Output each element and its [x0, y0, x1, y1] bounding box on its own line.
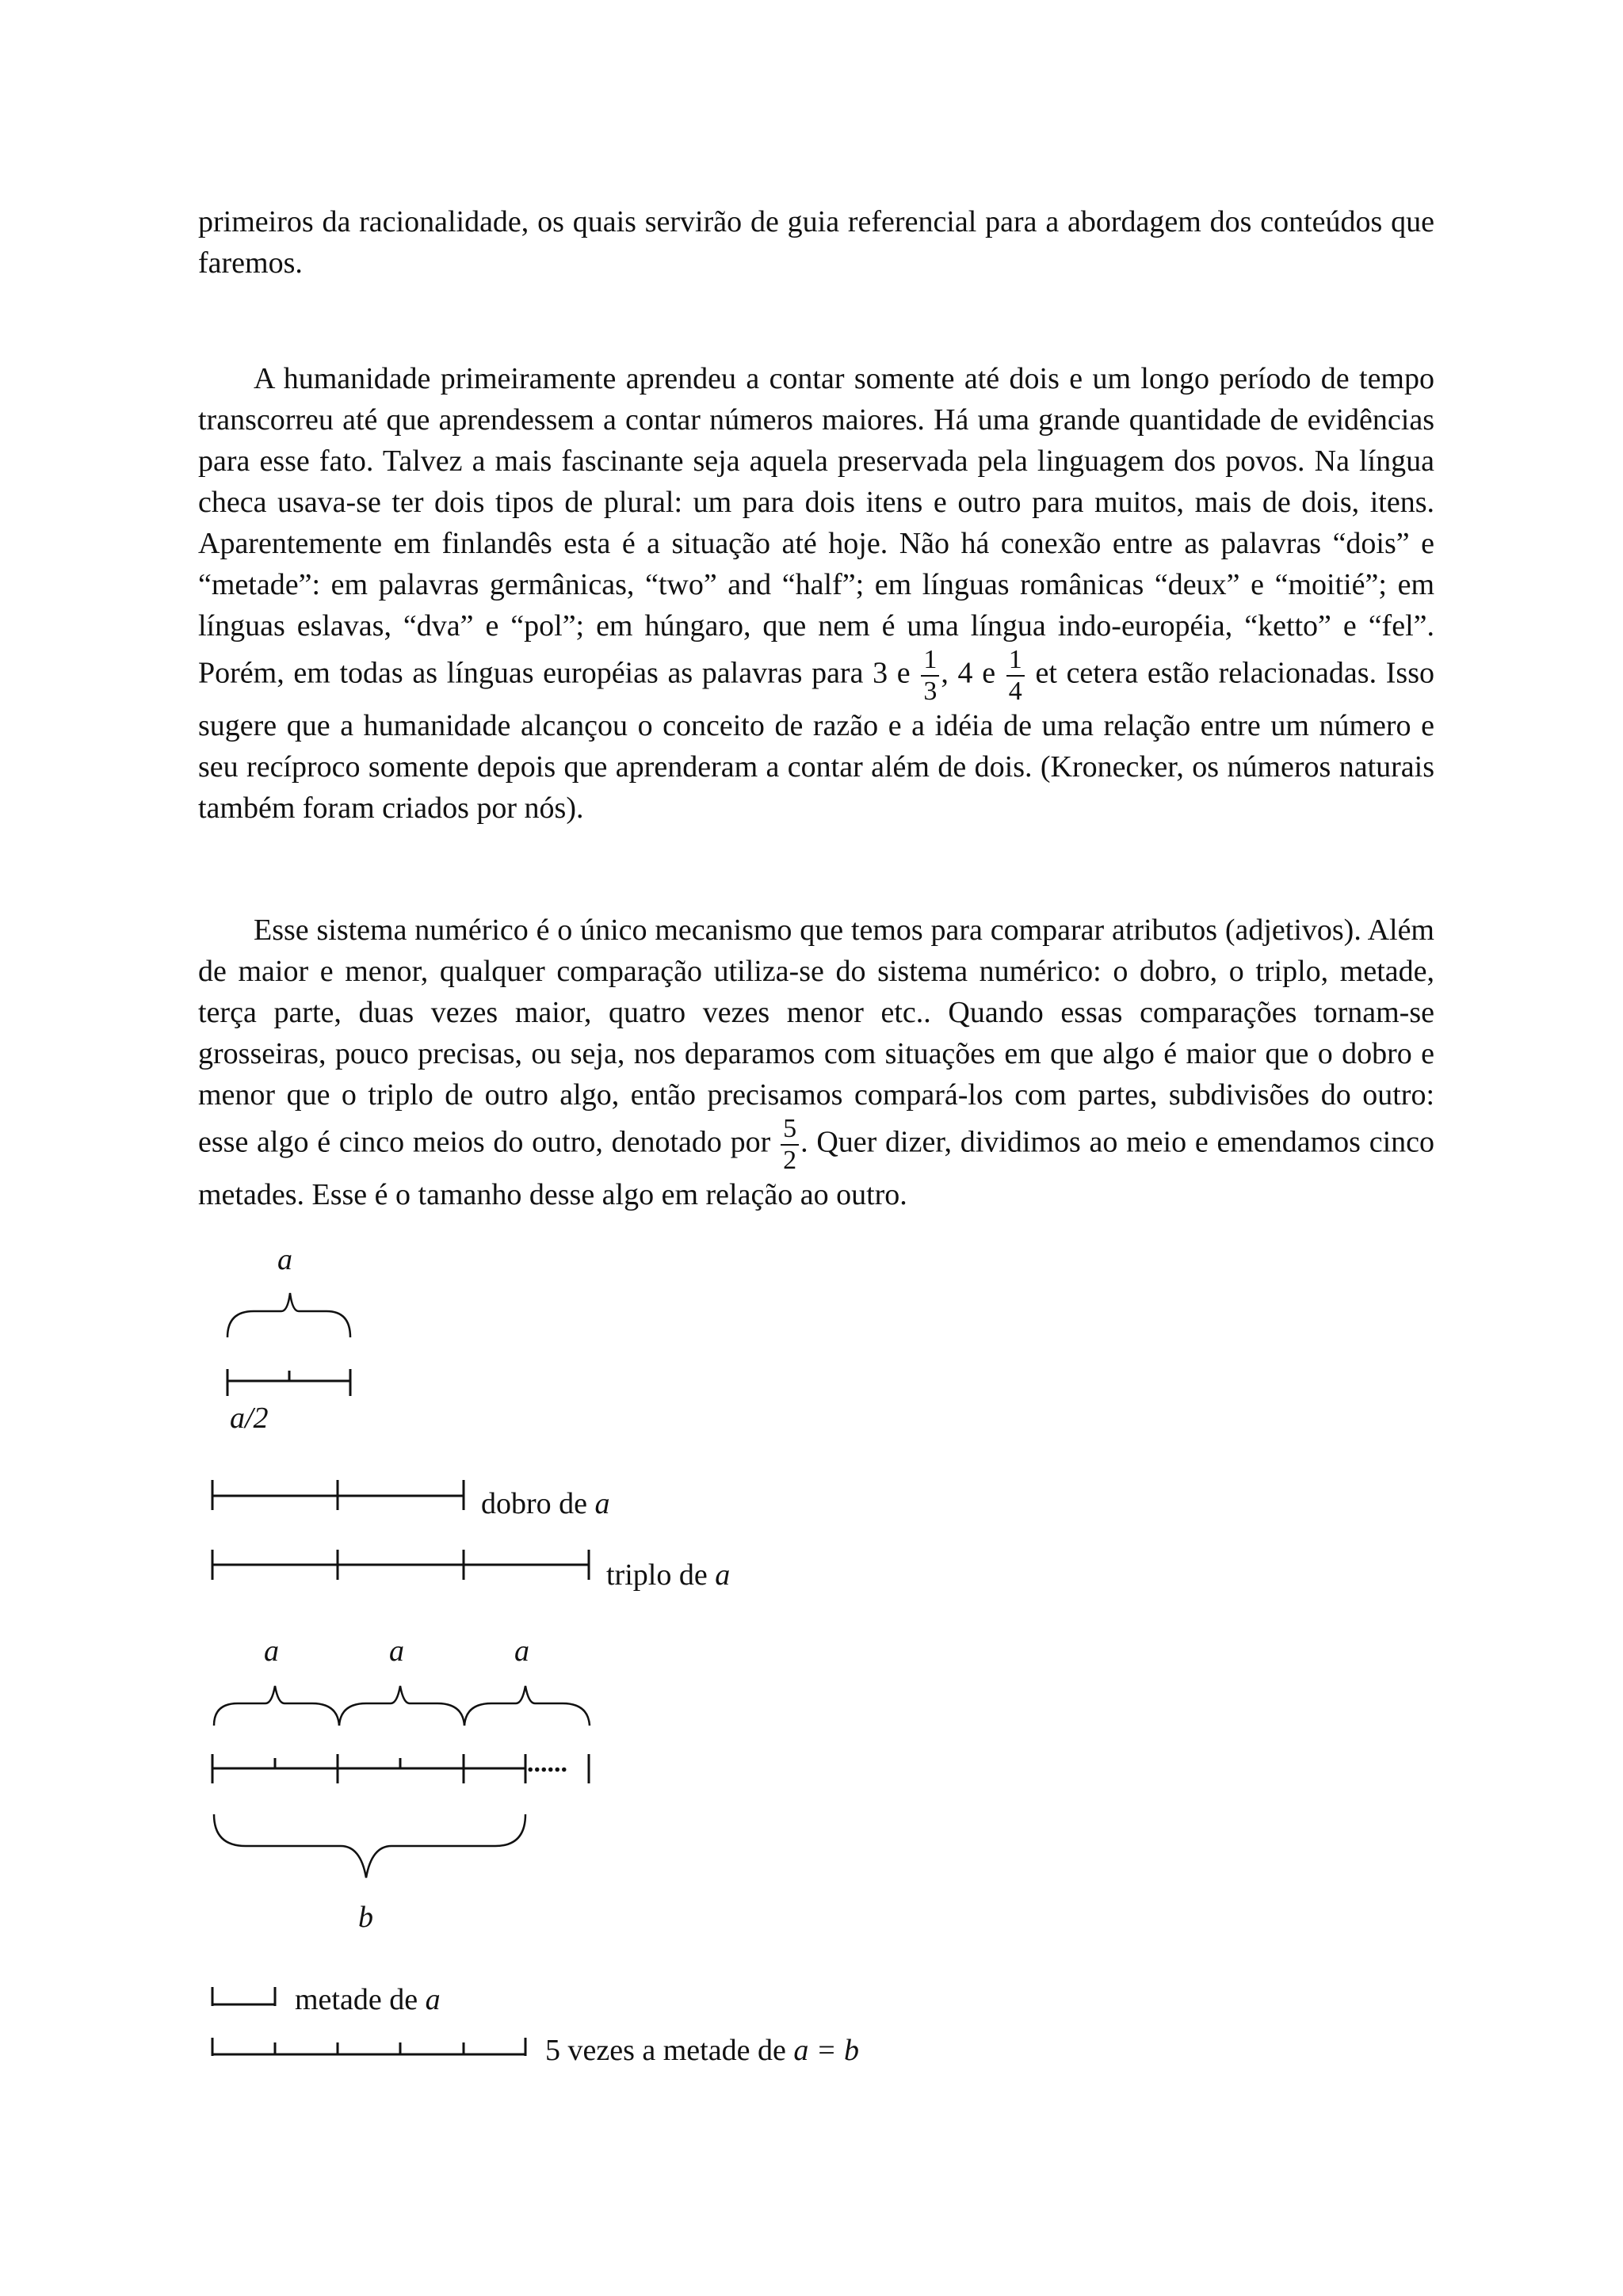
- dotted-continuation: ......: [527, 1749, 567, 1778]
- label-triplo-var: a: [715, 1558, 731, 1592]
- text-run: Esse sistema numérico é o único mecanismo que temos para comparar atributos (adjetivos). Além de maior e menor, qualquer comparação utiliza-se do sistema numérico: o dobro, o triplo, metade, terça parte, duas vezes maior, quatro vezes menor etc.. Quando essas comparações tornam-se grosseiras, pouco precisas, ou seja, nos deparamos com situações em que algo é maior que o dobro e menor que o triplo de outro algo, então precisamos compará-los com partes, subdivisões do outro: esse algo é cinco meios do outro, denotado por: [198, 913, 1434, 1159]
- brace-a-first: [214, 1686, 339, 1726]
- brace-a-third: [464, 1686, 590, 1726]
- fraction-denominator: 2: [783, 1146, 797, 1175]
- label-dobro-var: a: [594, 1487, 610, 1520]
- segment-five-halves: [212, 2038, 525, 2056]
- label-metade-text: metade de: [295, 1983, 426, 2016]
- text-run: A humanidade primeiramente aprendeu a contar somente até dois e um longo período de tempo transcorreu até que aprendessem a contar números maiores. Há uma grande quantidade de evidências para esse fato. Talvez a mais fascinante seja aquela preservada pela linguagem dos povos. Na língua checa usava-se ter dois tipos de plural: um para dois itens e outro para muitos, mais de dois, itens. Aparentemente em finlandês esta é a situação até hoje. Não há conexão entre as palavras “dois” e “metade”: em palavras germânicas, “two” and “half”; em línguas românicas “deux” e “moitié”; em línguas eslavas, “dva” e “pol”; em húngaro, que nem é uma língua indo-européia, “ketto” e “fel”. Porém, em todas as línguas européias as palavras para 3 e: [198, 362, 1434, 690]
- text-run: , 4 e: [941, 656, 1005, 690]
- segment-dobro: [212, 1480, 464, 1510]
- label-b: b: [358, 1901, 373, 1934]
- text-run: . Quer dizer, dividimos ao meio e emendamos cinco metades. Esse é o tamanho desse algo em relação ao outro.: [198, 1125, 1434, 1211]
- label-metade: [295, 1983, 441, 2016]
- brace-a-top: [227, 1293, 350, 1337]
- brace-b: [214, 1814, 525, 1878]
- fraction-numerator: 5: [781, 1116, 799, 1146]
- label-a-third: a: [514, 1634, 529, 1668]
- label-a-second: a: [389, 1634, 404, 1668]
- label-a-first: a: [264, 1634, 279, 1668]
- label-five-halves: [545, 2034, 859, 2067]
- label-metade-var: a: [425, 1983, 441, 2016]
- segment-a-with-half: [227, 1369, 350, 1396]
- label-a-half: a/2: [230, 1402, 269, 1435]
- brace-a-second: [339, 1686, 464, 1726]
- fraction-numerator: 1: [1006, 646, 1025, 677]
- label-dobro-text: dobro de: [481, 1487, 595, 1520]
- paragraph-text: primeiros da racionalidade, os quais servirão de guia referencial para a abordagem dos conteúdos que faremos.: [198, 205, 1434, 280]
- label-five-halves-text: 5 vezes a metade de: [545, 2034, 794, 2067]
- segment-half-a: [212, 1987, 275, 2006]
- label-triplo-text: triplo de: [606, 1558, 716, 1592]
- label-triplo: [606, 1558, 730, 1592]
- label-a-top: a: [277, 1243, 292, 1276]
- label-equation: a = b: [793, 2034, 859, 2067]
- fraction-denominator: 3: [923, 677, 938, 706]
- segment-triplo: [212, 1550, 589, 1580]
- text-run: et cetera estão relacionadas. Isso sugere que a humanidade alcançou o conceito de razão e a idéia de uma relação entre um número e seu recíproco somente depois que aprenderam a contar além de dois. (Kronecker, os números naturais também foram criados por nós).: [198, 656, 1434, 825]
- fraction-numerator: 1: [921, 646, 939, 677]
- fraction-denominator: 4: [1008, 677, 1022, 706]
- label-dobro: [481, 1487, 610, 1520]
